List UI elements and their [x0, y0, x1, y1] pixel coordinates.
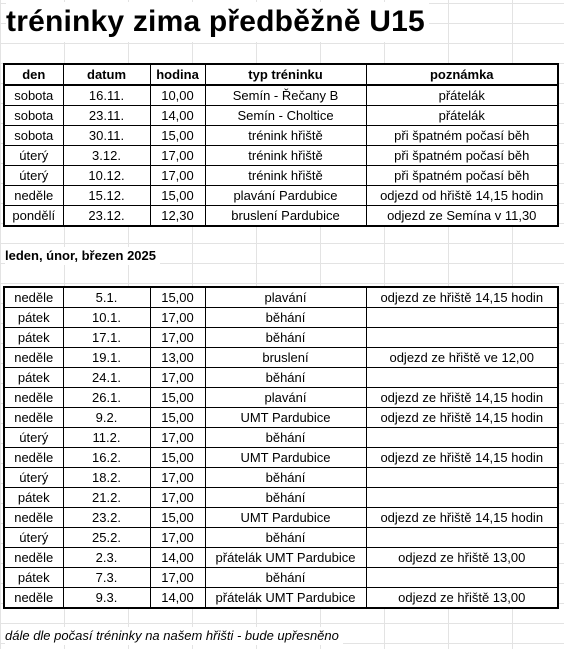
cell-poznamka	[366, 368, 558, 388]
table-row	[4, 106, 558, 126]
table-row	[4, 508, 558, 528]
cell-hodina: 15,00	[150, 448, 205, 468]
cell-typ-treninku: běhání	[205, 368, 366, 388]
table-row	[4, 488, 558, 508]
cell-poznamka: odjezd od hřiště 14,15 hodin	[366, 186, 558, 206]
cell-typ-treninku: Semín - Řečany B	[205, 85, 366, 106]
cell-hodina: 14,00	[150, 588, 205, 609]
table-row	[4, 348, 558, 368]
table-row	[4, 146, 558, 166]
cell-datum: 16.2.	[63, 448, 150, 468]
cell-hodina: 17,00	[150, 146, 205, 166]
cell-hodina: 17,00	[150, 468, 205, 488]
cell-hodina: 14,00	[150, 106, 205, 126]
column-header-hodina: hodina	[150, 64, 205, 85]
table-row	[4, 287, 558, 308]
cell-typ-treninku: plavání	[205, 388, 366, 408]
cell-hodina: 15,00	[150, 126, 205, 146]
cell-typ-treninku: bruslení Pardubice	[205, 206, 366, 227]
cell-poznamka	[366, 328, 558, 348]
cell-den: úterý	[4, 468, 63, 488]
cell-den: neděle	[4, 348, 63, 368]
cell-den: úterý	[4, 146, 63, 166]
table-row	[4, 186, 558, 206]
footer-note: dále dle počasí tréninky na našem hřišti - bude upřesněno	[5, 627, 343, 645]
column-header-poznamka: poznámka	[366, 64, 558, 85]
cell-typ-treninku: běhání	[205, 468, 366, 488]
cell-hodina: 17,00	[150, 328, 205, 348]
cell-hodina: 17,00	[150, 528, 205, 548]
cell-den: neděle	[4, 588, 63, 609]
cell-typ-treninku: UMT Pardubice	[205, 448, 366, 468]
cell-hodina: 15,00	[150, 287, 205, 308]
cell-poznamka: přátelák	[366, 85, 558, 106]
cell-hodina: 17,00	[150, 166, 205, 186]
cell-datum: 21.2.	[63, 488, 150, 508]
table-row	[4, 428, 558, 448]
cell-den: sobota	[4, 126, 63, 146]
table-row	[4, 85, 558, 106]
schedule-table-autumn	[3, 63, 559, 227]
cell-poznamka: odjezd ze hřiště 14,15 hodin	[366, 388, 558, 408]
cell-poznamka: při špatném počasí běh	[366, 146, 558, 166]
cell-datum: 9.2.	[63, 408, 150, 428]
cell-typ-treninku: běhání	[205, 528, 366, 548]
column-header-datum: datum	[63, 64, 150, 85]
cell-den: neděle	[4, 408, 63, 428]
cell-typ-treninku: běhání	[205, 328, 366, 348]
section-heading: leden, únor, březen 2025	[5, 247, 160, 265]
cell-typ-treninku: běhání	[205, 308, 366, 328]
cell-den: pátek	[4, 308, 63, 328]
cell-datum: 30.11.	[63, 126, 150, 146]
cell-hodina: 17,00	[150, 568, 205, 588]
cell-den: neděle	[4, 508, 63, 528]
cell-datum: 2.3.	[63, 548, 150, 568]
cell-datum: 24.1.	[63, 368, 150, 388]
cell-typ-treninku: trénink hřiště	[205, 126, 366, 146]
cell-datum: 5.1.	[63, 287, 150, 308]
cell-den: pátek	[4, 568, 63, 588]
cell-poznamka	[366, 568, 558, 588]
cell-datum: 11.2.	[63, 428, 150, 448]
table-row	[4, 126, 558, 146]
table-row	[4, 528, 558, 548]
schedule-table-winter	[3, 286, 559, 609]
cell-den: sobota	[4, 106, 63, 126]
cell-den: úterý	[4, 166, 63, 186]
cell-poznamka	[366, 488, 558, 508]
cell-datum: 10.12.	[63, 166, 150, 186]
cell-poznamka	[366, 308, 558, 328]
schedule-body-autumn	[4, 85, 558, 226]
table-row	[4, 328, 558, 348]
cell-den: neděle	[4, 548, 63, 568]
cell-datum: 26.1.	[63, 388, 150, 408]
cell-poznamka: odjezd ze hřiště 14,15 hodin	[366, 448, 558, 468]
table-row	[4, 308, 558, 328]
cell-datum: 7.3.	[63, 568, 150, 588]
cell-typ-treninku: přátelák UMT Pardubice	[205, 588, 366, 609]
cell-hodina: 12,30	[150, 206, 205, 227]
table-row	[4, 368, 558, 388]
cell-den: neděle	[4, 186, 63, 206]
cell-poznamka: přátelák	[366, 106, 558, 126]
cell-hodina: 17,00	[150, 488, 205, 508]
cell-datum: 18.2.	[63, 468, 150, 488]
cell-typ-treninku: plavání	[205, 287, 366, 308]
cell-typ-treninku: přátelák UMT Pardubice	[205, 548, 366, 568]
cell-poznamka: odjezd ze hřiště 13,00	[366, 588, 558, 609]
cell-typ-treninku: běhání	[205, 568, 366, 588]
cell-hodina: 14,00	[150, 548, 205, 568]
cell-datum: 23.12.	[63, 206, 150, 227]
cell-hodina: 15,00	[150, 408, 205, 428]
cell-typ-treninku: Semín - Choltice	[205, 106, 366, 126]
cell-den: neděle	[4, 448, 63, 468]
cell-poznamka: odjezd ze hřiště ve 12,00	[366, 348, 558, 368]
schedule-body-winter	[4, 287, 558, 608]
table-row	[4, 588, 558, 609]
cell-datum: 17.1.	[63, 328, 150, 348]
cell-den: úterý	[4, 428, 63, 448]
table-row	[4, 408, 558, 428]
table-row	[4, 166, 558, 186]
cell-datum: 25.2.	[63, 528, 150, 548]
cell-den: neděle	[4, 388, 63, 408]
cell-poznamka: odjezd ze hřiště 13,00	[366, 548, 558, 568]
cell-datum: 23.2.	[63, 508, 150, 528]
cell-den: pátek	[4, 368, 63, 388]
cell-typ-treninku: UMT Pardubice	[205, 408, 366, 428]
table-row	[4, 468, 558, 488]
cell-hodina: 13,00	[150, 348, 205, 368]
cell-poznamka: odjezd ze Semína v 11,30	[366, 206, 558, 227]
cell-datum: 9.3.	[63, 588, 150, 609]
cell-hodina: 15,00	[150, 186, 205, 206]
cell-hodina: 15,00	[150, 388, 205, 408]
cell-hodina: 15,00	[150, 508, 205, 528]
cell-typ-treninku: trénink hřiště	[205, 166, 366, 186]
cell-datum: 19.1.	[63, 348, 150, 368]
cell-den: pátek	[4, 488, 63, 508]
cell-datum: 3.12.	[63, 146, 150, 166]
cell-den: pátek	[4, 328, 63, 348]
table-row	[4, 388, 558, 408]
cell-datum: 23.11.	[63, 106, 150, 126]
cell-poznamka	[366, 528, 558, 548]
cell-typ-treninku: bruslení	[205, 348, 366, 368]
cell-hodina: 17,00	[150, 368, 205, 388]
cell-typ-treninku: běhání	[205, 428, 366, 448]
cell-poznamka: při špatném počasí běh	[366, 166, 558, 186]
cell-den: úterý	[4, 528, 63, 548]
table-header-row	[4, 64, 558, 85]
cell-datum: 10.1.	[63, 308, 150, 328]
cell-hodina: 17,00	[150, 428, 205, 448]
cell-typ-treninku: běhání	[205, 488, 366, 508]
cell-hodina: 10,00	[150, 85, 205, 106]
table-row	[4, 448, 558, 468]
cell-datum: 15.12.	[63, 186, 150, 206]
cell-poznamka: odjezd ze hřiště 14,15 hodin	[366, 408, 558, 428]
cell-typ-treninku: UMT Pardubice	[205, 508, 366, 528]
cell-datum: 16.11.	[63, 85, 150, 106]
cell-typ-treninku: trénink hřiště	[205, 146, 366, 166]
cell-poznamka: odjezd ze hřiště 14,15 hodin	[366, 508, 558, 528]
cell-den: pondělí	[4, 206, 63, 227]
cell-poznamka	[366, 468, 558, 488]
cell-poznamka	[366, 428, 558, 448]
cell-den: neděle	[4, 287, 63, 308]
cell-typ-treninku: plavání Pardubice	[205, 186, 366, 206]
cell-hodina: 17,00	[150, 308, 205, 328]
table-row	[4, 568, 558, 588]
table-row	[4, 206, 558, 227]
cell-poznamka: odjezd ze hřiště 14,15 hodin	[366, 287, 558, 308]
column-header-typ-treninku: typ tréninku	[205, 64, 366, 85]
cell-poznamka: při špatném počasí běh	[366, 126, 558, 146]
cell-den: sobota	[4, 85, 63, 106]
page-title: tréninky zima předběžně U15	[6, 2, 429, 42]
table-row	[4, 548, 558, 568]
column-header-den: den	[4, 64, 63, 85]
